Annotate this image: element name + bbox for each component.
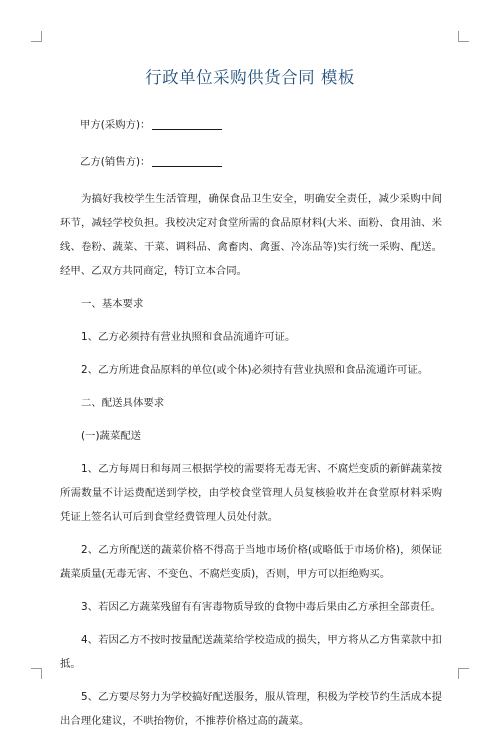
veg-item5: 5、乙方要尽努力为学校搞好配送服务，服从管理，积极为学校节约生活成本提出合理化建议，不哄抬物价，不推荐价格过高的蔬菜。 xyxy=(60,691,442,727)
section1-item2: 2、乙方所进食品原料的单位(或个体)必须持有营业执照和食品流通许可证。 xyxy=(81,364,429,376)
crop-mark-top-left xyxy=(31,31,42,42)
party-a-blank[interactable] xyxy=(152,117,222,130)
crop-mark-top-right xyxy=(458,31,469,42)
party-a-line xyxy=(80,113,442,137)
party-b-line xyxy=(80,150,442,174)
crop-mark-bottom-right xyxy=(458,668,469,679)
subsection1-heading: (一)蔬菜配送 xyxy=(81,430,142,442)
intro-paragraph: 为搞好我校学生生活管理，确保食品卫生安全，明确安全责任，减少采购中间环节，减轻学校负担。我校决定对食堂所需的食品原材料(大米、面粉、食用油、米线、卷粉、蔬菜、干菜、调料品、禽畜肉、禽蛋、冷冻品等)实行统一采购、配送。经甲、乙双方共同商定，特订立本合同。 xyxy=(60,193,442,277)
party-a-label: 甲方(采购方)： xyxy=(80,119,151,131)
veg-item3: 3、若因乙方蔬菜残留有有害毒物质导致的食物中毒后果由乙方承担全部责任。 xyxy=(81,601,441,613)
veg-item4: 4、若因乙方不按时按量配送蔬菜给学校造成的损失，甲方将从乙方售菜款中扣抵。 xyxy=(60,634,442,670)
section1-item1: 1、乙方必须持有营业执照和食品流通许可证。 xyxy=(81,331,296,343)
party-b-blank[interactable] xyxy=(152,154,222,167)
veg-item2: 2、乙方所配送的蔬菜价格不得高于当地市场价格(或略低于市场价格)，须保证蔬菜质量(无毒无害、不变色、不腐烂变质)，否则，甲方可以拒绝购买。 xyxy=(60,544,442,580)
document-body xyxy=(60,113,442,742)
document-title: 行政单位采购供货合同 模板 xyxy=(145,68,355,87)
crop-mark-bottom-left xyxy=(31,668,42,679)
section1-heading: 一、基本要求 xyxy=(81,298,144,310)
veg-item1: 1、乙方每周日和每周三根据学校的需要将无毒无害、不腐烂变质的新鲜蔬菜按所需数量不计运费配送到学校，由学校食堂管理人员复核验收并在食堂原材料采购凭证上签名认可后到食堂经费管理人员处付款。 xyxy=(60,463,442,523)
party-b-label: 乙方(销售方)： xyxy=(80,156,151,168)
section2-heading: 二、配送具体要求 xyxy=(81,397,165,409)
